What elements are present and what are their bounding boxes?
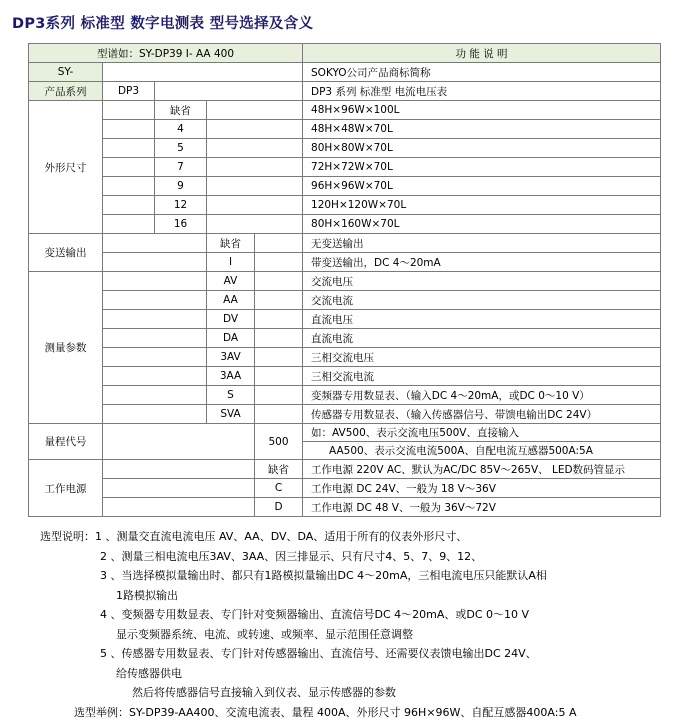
- measure-desc: 交流电压: [303, 272, 661, 291]
- table-row: [29, 63, 661, 82]
- measure-spacer: [103, 310, 207, 329]
- measure-code: DA: [207, 329, 255, 348]
- range-desc-line1: 如：AV500、表示交流电压500V、直接输入: [303, 424, 661, 442]
- model-code-table: [28, 43, 661, 517]
- range-group-label: 量程代号: [29, 424, 103, 460]
- size-code: 16: [155, 215, 207, 234]
- measure-spacer: [103, 386, 207, 405]
- notes-line: [40, 625, 671, 645]
- size-code: 9: [155, 177, 207, 196]
- power-code: 缺省: [255, 460, 303, 479]
- size-blank: [207, 101, 303, 120]
- series-code: DP3: [103, 82, 155, 101]
- table-row: [29, 405, 661, 424]
- table-row: [29, 196, 661, 215]
- size-desc: 96H×96W×70L: [303, 177, 661, 196]
- measure-code: S: [207, 386, 255, 405]
- transmit-code: 缺省: [207, 234, 255, 253]
- power-spacer: [103, 460, 255, 479]
- measure-blank: [255, 272, 303, 291]
- measure-blank: [255, 386, 303, 405]
- example-label: 选型举例：: [74, 703, 129, 722]
- measure-spacer: [103, 405, 207, 424]
- table-row: [29, 139, 661, 158]
- notes-item: 2 、测量三相电流电压3AV、3AA、因三排显示、只有尺寸4、5、7、9、12、: [100, 550, 482, 563]
- table-row: [29, 498, 661, 517]
- measure-blank: [255, 310, 303, 329]
- notes-line: [40, 586, 671, 606]
- notes-line: [40, 566, 671, 586]
- table-row: [29, 272, 661, 291]
- measure-code: 3AA: [207, 367, 255, 386]
- notes-item: 1 、测量交直流电流电压 AV、AA、DV、DA、适用于所有的仪表外形尺寸、: [95, 530, 467, 543]
- size-blank: [207, 196, 303, 215]
- measure-blank: [255, 348, 303, 367]
- measure-blank: [255, 405, 303, 424]
- table-row: [29, 424, 661, 442]
- measure-code: 3AV: [207, 348, 255, 367]
- size-spacer: [103, 158, 155, 177]
- measure-spacer: [103, 348, 207, 367]
- size-desc: 80H×80W×70L: [303, 139, 661, 158]
- table-header-left: 型谱如：SY-DP39 Ⅰ- AA 400: [29, 44, 303, 63]
- size-desc: 72H×72W×70L: [303, 158, 661, 177]
- transmit-code: Ⅰ: [207, 253, 255, 272]
- notes-item: 5 、传感器专用数显表、专门针对传感器输出、直流信号、还需要仪表馈电输出DC 24V、: [100, 647, 537, 660]
- series-blank: [155, 82, 303, 101]
- power-desc: 工作电源 220V AC、默认为AC/DC 85V～265V、 LED数码管显示: [303, 460, 661, 479]
- notes-item: 3 、当选择模拟量输出时、都只有1路模拟量输出DC 4～20mA，三相电流电压只能默认A相: [100, 569, 547, 582]
- size-code: 5: [155, 139, 207, 158]
- size-blank: [207, 158, 303, 177]
- notes-line: [40, 644, 671, 664]
- size-code: 7: [155, 158, 207, 177]
- example-text: SY-DP39-AA400、交流电流表、量程 400A、外形尺寸 96H×96W、自配互感器400A:5 A: [129, 706, 576, 719]
- measure-desc: 交流电流: [303, 291, 661, 310]
- transmit-group-label: 变送输出: [29, 234, 103, 272]
- table-row: [29, 386, 661, 405]
- size-code: 12: [155, 196, 207, 215]
- table-row: [29, 82, 661, 101]
- power-spacer: [103, 498, 255, 517]
- transmit-spacer: [103, 234, 207, 253]
- power-group-label: 工作电源: [29, 460, 103, 517]
- transmit-blank: [255, 234, 303, 253]
- power-code: D: [255, 498, 303, 517]
- power-code: C: [255, 479, 303, 498]
- size-desc: 120H×120W×70L: [303, 196, 661, 215]
- measure-spacer: [103, 272, 207, 291]
- range-code: 500: [255, 424, 303, 460]
- table-row: [29, 460, 661, 479]
- table-row: [29, 158, 661, 177]
- size-blank: [207, 120, 303, 139]
- size-blank: [207, 139, 303, 158]
- power-spacer: [103, 479, 255, 498]
- table-row: [29, 310, 661, 329]
- notes-label: 选型说明：: [40, 527, 95, 547]
- table-header-right: 功 能 说 明: [303, 44, 661, 63]
- range-spacer: [103, 424, 255, 460]
- measure-code: AA: [207, 291, 255, 310]
- measure-spacer: [103, 329, 207, 348]
- table-row: [29, 101, 661, 120]
- power-desc: 工作电源 DC 48 V、一般为 36V～72V: [303, 498, 661, 517]
- measure-blank: [255, 367, 303, 386]
- size-code: 缺省: [155, 101, 207, 120]
- size-blank: [207, 177, 303, 196]
- measure-desc: 直流电流: [303, 329, 661, 348]
- notes-item: 显示变频器系统、电流、或转速、或频率、显示范围任意调整: [116, 628, 413, 641]
- size-desc: 80H×160W×70L: [303, 215, 661, 234]
- size-desc: 48H×96W×100L: [303, 101, 661, 120]
- measure-desc: 直流电压: [303, 310, 661, 329]
- table-row: [29, 253, 661, 272]
- size-spacer: [103, 101, 155, 120]
- power-desc: 工作电源 DC 24V、一般为 18 V～36V: [303, 479, 661, 498]
- notes-item: 1路模拟输出: [116, 589, 178, 602]
- brand-label: SY-: [29, 63, 103, 82]
- transmit-desc: 无变送输出: [303, 234, 661, 253]
- transmit-desc: 带变送输出，DC 4～20mA: [303, 253, 661, 272]
- measure-code: DV: [207, 310, 255, 329]
- size-blank: [207, 215, 303, 234]
- size-spacer: [103, 177, 155, 196]
- measure-code: SVA: [207, 405, 255, 424]
- brand-desc: SOKYO公司产品商标简称: [303, 63, 661, 82]
- measure-blank: [255, 291, 303, 310]
- table-row: [29, 479, 661, 498]
- table-row: [29, 120, 661, 139]
- size-spacer: [103, 215, 155, 234]
- table-row: [29, 234, 661, 253]
- size-spacer: [103, 120, 155, 139]
- notes-line: [40, 683, 671, 703]
- selection-notes: [0, 527, 685, 722]
- range-desc-line2: AA500、表示交流电流500A、自配电流互感器500A:5A: [303, 442, 661, 460]
- measure-desc: 变频器专用数显表、（输入DC 4～20mA，或DC 0～10 V）: [303, 386, 661, 405]
- series-desc: DP3 系列 标准型 电流电压表: [303, 82, 661, 101]
- notes-line: [40, 527, 671, 547]
- notes-line: [40, 547, 671, 567]
- measure-blank: [255, 329, 303, 348]
- measure-group-label: 测量参数: [29, 272, 103, 424]
- transmit-blank: [255, 253, 303, 272]
- measure-desc: 三相交流电压: [303, 348, 661, 367]
- measure-spacer: [103, 291, 207, 310]
- size-desc: 48H×48W×70L: [303, 120, 661, 139]
- measure-code: AV: [207, 272, 255, 291]
- size-code: 4: [155, 120, 207, 139]
- table-row: [29, 215, 661, 234]
- measure-spacer: [103, 367, 207, 386]
- table-row: [29, 291, 661, 310]
- table-row: [29, 177, 661, 196]
- table-row: [29, 367, 661, 386]
- measure-desc: 传感器专用数显表、（输入传感器信号、带馈电输出DC 24V）: [303, 405, 661, 424]
- notes-item: 4 、变频器专用数显表、专门针对变频器输出、直流信号DC 4～20mA、或DC 0～10 V: [100, 608, 529, 621]
- page-title: DP3系列 标准型 数字电测表 型号选择及含义: [0, 0, 685, 43]
- notes-line: [40, 605, 671, 625]
- transmit-spacer: [103, 253, 207, 272]
- table-header-row: [29, 44, 661, 63]
- notes-line: [40, 664, 671, 684]
- table-row: [29, 348, 661, 367]
- brand-code: [103, 63, 303, 82]
- example-line: [40, 703, 671, 722]
- size-group-label: 外形尺寸: [29, 101, 103, 234]
- size-spacer: [103, 139, 155, 158]
- measure-desc: 三相交流电流: [303, 367, 661, 386]
- notes-item: 给传感器供电: [116, 667, 182, 680]
- series-label: 产品系列: [29, 82, 103, 101]
- size-spacer: [103, 196, 155, 215]
- table-row: [29, 329, 661, 348]
- notes-item: 然后将传感器信号直接输入到仪表、显示传感器的参数: [132, 686, 396, 699]
